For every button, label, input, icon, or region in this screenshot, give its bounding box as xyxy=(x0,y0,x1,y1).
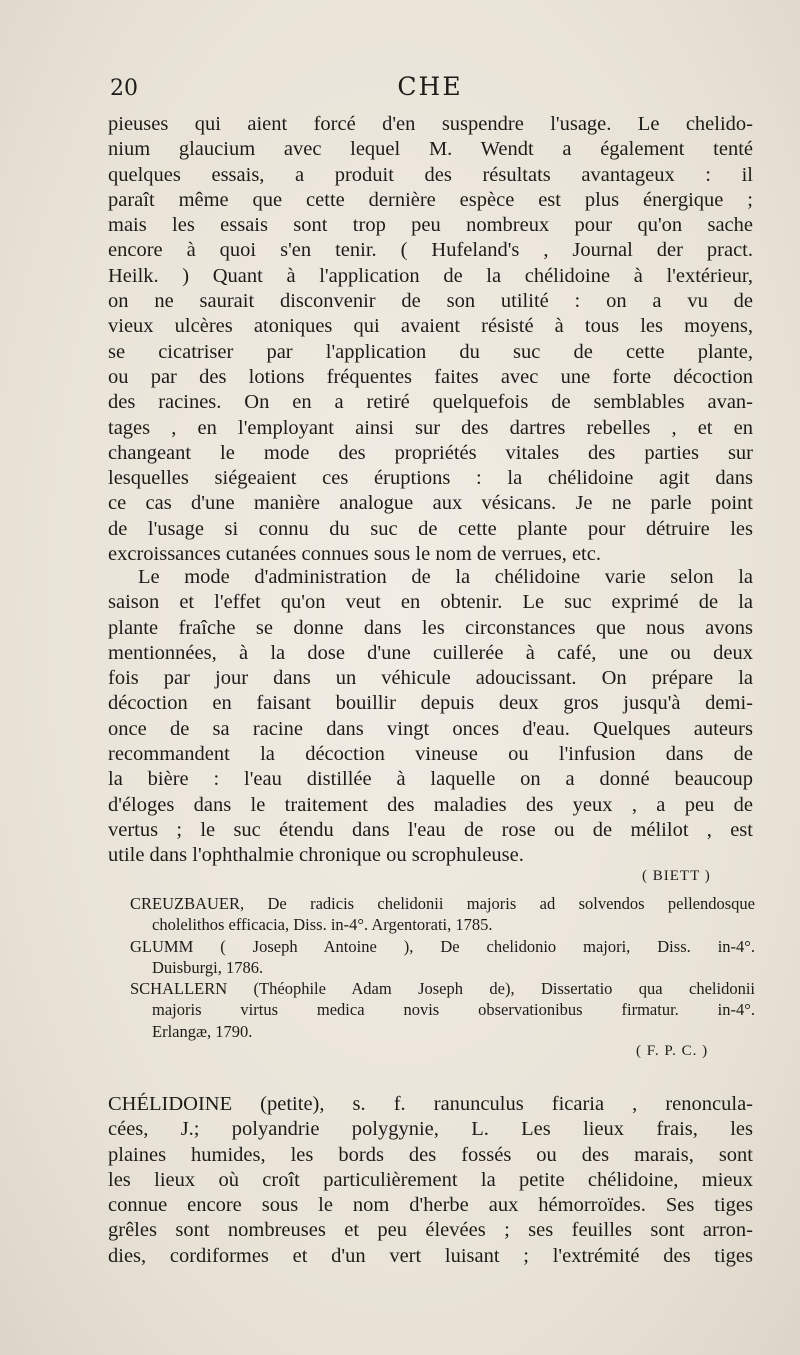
text-line: lesquelles siégeaient ces éruptions : la chélidoine agit dans xyxy=(108,467,753,490)
text-line: plaines humides, les bords des fossés ou des marais, sont xyxy=(108,1143,753,1166)
text-line: CHÉLIDOINE (petite), s. f. ranunculus ficaria , renoncula- xyxy=(108,1093,753,1115)
page-header xyxy=(110,72,750,106)
text-line: vertus ; le suc étendu dans l'eau de rose ou de mélilot , est xyxy=(108,818,753,841)
text-line: tages , en l'employant ainsi sur des dartres rebelles , et en xyxy=(108,416,753,439)
text-line: utile dans l'ophthalmie chronique ou scrophuleuse. xyxy=(108,844,524,867)
reference-line: GLUMM ( Joseph Antoine ), De chelidonio majori, Diss. in-4°. xyxy=(130,936,755,956)
text-line: les lieux où croît particulièrement la petite chélidoine, mieux xyxy=(108,1168,753,1191)
text-line: grêles sont nombreuses et peu élevées ; ses feuilles sont arron- xyxy=(108,1219,753,1242)
entry-petite-chelidoine xyxy=(108,1092,753,1269)
text-line: pieuses qui aient forcé d'en suspendre l'usage. Le chelido- xyxy=(108,113,753,135)
page-number: 20 xyxy=(110,76,138,101)
text-line: ou par des lotions fréquentes faites avec une forte décoction xyxy=(108,365,753,388)
text-line: plante fraîche se donne dans les circonstances que nous avons xyxy=(108,616,753,639)
author-signature: ( BIETT ) xyxy=(642,868,711,884)
text-line: fois par jour dans un véhicule adoucissant. On prépare la xyxy=(108,667,753,690)
reference-line: SCHALLERN (Théophile Adam Joseph de), Dissertatio qua chelidonii xyxy=(130,979,755,999)
text-line: Le mode d'administration de la chélidoine varie selon la xyxy=(138,566,753,588)
text-line: excroissances cutanées connues sous le nom de verrues, etc. xyxy=(108,543,601,566)
text-line: vieux ulcères atoniques qui avaient résisté à tous les moyens, xyxy=(108,315,753,338)
paragraph-2 xyxy=(108,565,753,869)
text-line: des racines. On en a retiré quelquefois de semblables avan- xyxy=(108,391,753,414)
text-line: on ne saurait disconvenir de son utilité : on a vu de xyxy=(108,290,753,313)
text-line: saison et l'effet qu'on veut en obtenir. Le suc exprimé de la xyxy=(108,591,753,614)
text-line: mentionnées, à la dose d'une cuillerée à café, une ou deux xyxy=(108,641,753,664)
text-line: ce cas d'une manière analogue aux vésicans. Je ne parle point xyxy=(108,492,753,515)
reference-line: CREUZBAUER, De radicis chelidonii majoris ad solvendos pellendosque xyxy=(130,894,755,913)
reference-line: Duisburgi, 1786. xyxy=(152,957,264,977)
text-line: encore à quoi s'en tenir. ( Hufeland's , Journal der pract. xyxy=(108,239,753,262)
text-line: de l'usage si connu du suc de cette plante pour détruire les xyxy=(108,517,753,540)
text-line: recommandent la décoction vineuse ou l'infusion dans de xyxy=(108,743,753,766)
reference-line: Erlangæ, 1790. xyxy=(152,1021,253,1041)
text-line: d'éloges dans le traitement des maladies des yeux , a peu de xyxy=(108,793,753,816)
text-line: nium glaucium avec lequel M. Wendt a également tenté xyxy=(108,138,753,161)
reference-line: cholelithos efficacia, Diss. in-4°. Argentorati, 1785. xyxy=(152,915,493,935)
text-line: cées, J.; polyandrie polygynie, L. Les lieux frais, les xyxy=(108,1118,753,1141)
text-line: quelques essais, a produit des résultats avantageux : il xyxy=(108,163,753,186)
text-line: mais les essais sont trop peu nombreux pour qu'on sache xyxy=(108,214,753,237)
text-line: décoction en faisant bouillir depuis deux gros jusqu'à demi- xyxy=(108,692,753,715)
bibliography xyxy=(130,893,755,1042)
text-line: changeant le mode des propriétés vitales des parties sur xyxy=(108,441,753,464)
author-signature: ( F. P. C. ) xyxy=(636,1043,709,1059)
text-line: paraît même que cette dernière espèce est plus énergique ; xyxy=(108,188,753,211)
text-line: once de sa racine dans vingt onces d'eau. Quelques auteurs xyxy=(108,717,753,740)
text-line: dies, cordiformes et d'un vert luisant ; l'extrémité des tiges xyxy=(108,1244,753,1267)
paragraph-1 xyxy=(108,112,753,567)
text-line: la bière : l'eau distillée à laquelle on a donné beaucoup xyxy=(108,768,753,791)
reference-line: majoris virtus medica novis observationibus firmatur. in-4°. xyxy=(152,1000,755,1020)
running-head: CHE xyxy=(397,72,463,101)
text-line: Heilk. ) Quant à l'application de la chélidoine à l'extérieur, xyxy=(108,264,753,287)
text-line: connue encore sous le nom d'herbe aux hémorroïdes. Ses tiges xyxy=(108,1194,753,1217)
text-line: se cicatriser par l'application du suc de cette plante, xyxy=(108,340,753,363)
